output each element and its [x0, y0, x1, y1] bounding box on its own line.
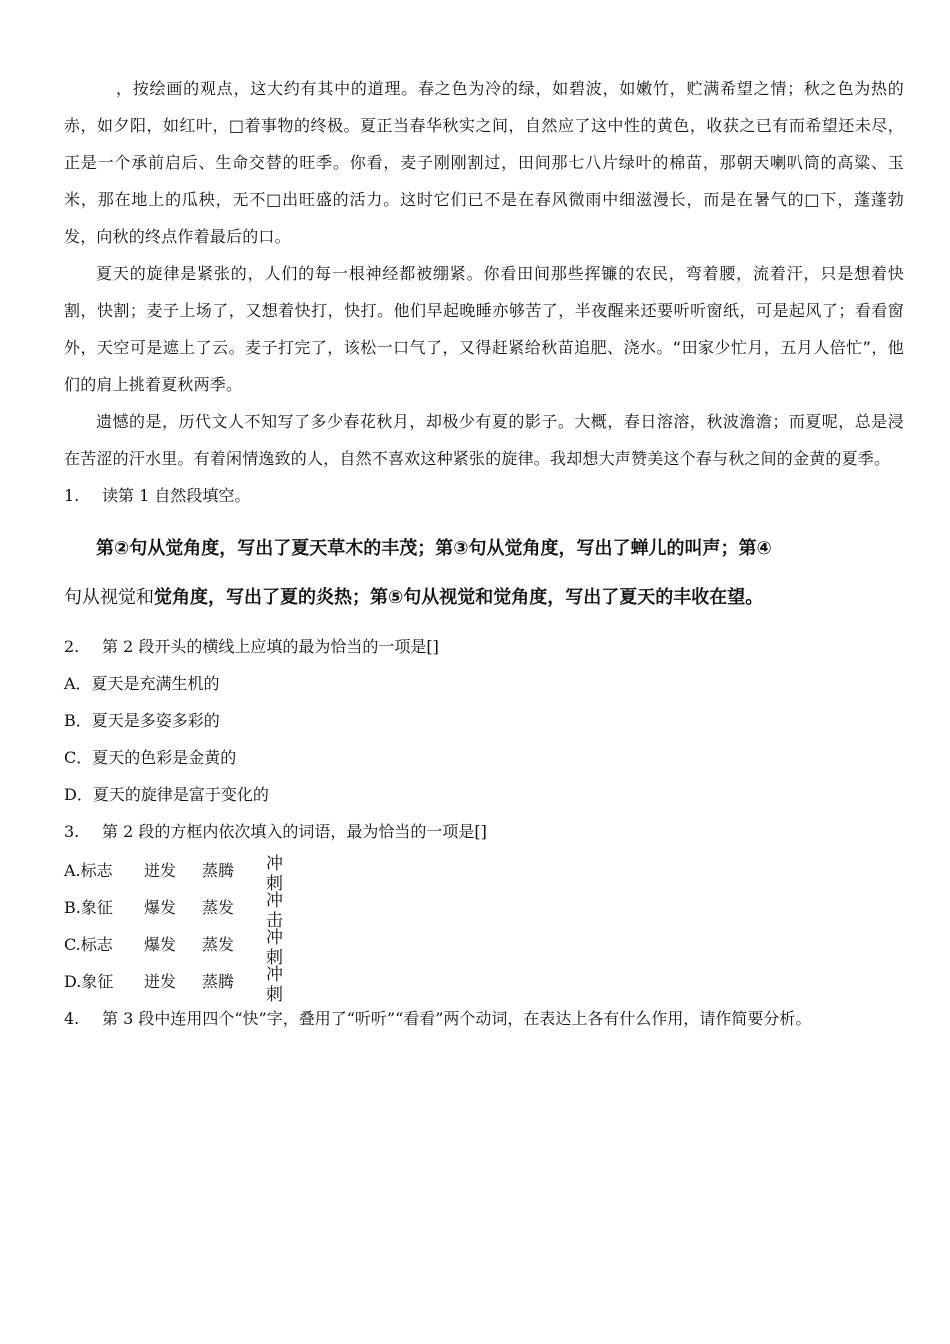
choice-word-3: 蒸腾 [202, 972, 235, 991]
question-3-text: 第 2 段的方框内依次填入的词语，最为恰当的一项是[] [102, 822, 487, 841]
fill-part-e: 觉角度，写出了夏的炎热；第⑤句从视觉和 [154, 587, 494, 608]
choice-word-2: 爆发 [144, 898, 177, 917]
choice-word-1: B.象征 [64, 898, 113, 917]
choice-word-4: 冲刺 [266, 854, 283, 891]
question-2-option-a: A．夏天是充满生机的 [64, 674, 220, 693]
question-1-fill-text [64, 524, 784, 622]
fill-part-b: 觉角度，写出了夏天草木的丰茂；第③句从 [165, 538, 505, 559]
choice-word-4: 冲刺 [266, 965, 283, 1002]
choice-word-4-clipped [266, 854, 286, 891]
choice-word-4: 冲击 [266, 891, 283, 928]
question-3-choice-b [64, 889, 904, 926]
fill-part-a: 第②句从 [96, 538, 166, 559]
question-3-choice-d [64, 963, 904, 1000]
choice-word-1: D.象征 [64, 972, 114, 991]
question-3 [64, 813, 904, 850]
fill-part-d: 句从视觉和 [64, 587, 154, 608]
choice-word-1: A.标志 [64, 861, 113, 880]
question-2-option-c: C．夏天的色彩是金黄的 [64, 748, 237, 767]
question-3-choices [64, 852, 904, 1000]
choice-word-2: 迸发 [144, 972, 177, 991]
choice-word-4-clipped [266, 891, 286, 928]
choice-word-3: 蒸发 [202, 898, 235, 917]
passage-paragraph-1: ，按绘画的观点，这大约有其中的道理。春之色为冷的绿，如碧波，如嫩竹，贮满希望之情；秋之色为热的赤，如夕阳，如红叶，□着事物的终极。夏正当春华秋实之间，自然应了这中性的黄色，收获之已有而希望还未尽，正是一个承前启后、生命交替的旺季。你看，麦子刚刚割过，田间那七八片绿叶的棉苗，那朝天喇叭筒的高粱、玉米，那在地上的瓜秧，无不□出旺盛的活力。这时它们已不是在春风微雨中细滋漫长，而是在暑气的□下，蓬蓬勃发，向秋的终点作着最后的口。 [64, 79, 904, 246]
question-1-text: 读第 1 自然段填空。 [102, 486, 251, 505]
question-3-number: 3. [64, 822, 80, 841]
question-2-text: 第 2 段开头的横线上应填的最为恰当的一项是[] [102, 637, 439, 656]
question-2-number: 2. [64, 637, 80, 656]
passage-paragraph-3: 遗憾的是，历代文人不知写了多少春花秋月，却极少有夏的影子。大概，春日溶溶，秋波澹澹；而夏呢，总是浸在苦涩的汗水里。有着闲情逸致的人，自然不喜欢这种紧张的旋律。我却想大声赞美这个春与秋之间的金黄的夏季。 [64, 412, 904, 468]
document-page [64, 70, 904, 1037]
question-4-number: 4. [64, 1009, 80, 1028]
passage-paragraph-2: 夏天的旋律是紧张的，人们的每一根神经都被绷紧。你看田间那些挥镰的农民，弯着腰，流着汗，只是想着快割，快割；麦子上场了，又想着快打，快打。他们早起晚睡亦够苦了，半夜醒来还要听听窗纸，可是起风了；看看窗外，天空可是遮上了云。麦子打完了，该松一口气了，又得赶紧给秋苗追肥、浇水。“田家少忙月，五月人倍忙”，他们的肩上挑着夏秋两季。 [64, 264, 904, 394]
question-3-choice-a [64, 852, 904, 889]
choice-word-2: 爆发 [144, 935, 177, 954]
choice-word-3: 蒸腾 [202, 861, 235, 880]
choice-word-1: C.标志 [64, 935, 113, 954]
question-2-option-b: B．夏天是多姿多彩的 [64, 711, 220, 730]
question-1 [64, 477, 904, 514]
choice-word-3: 蒸发 [202, 935, 235, 954]
question-4 [64, 1000, 904, 1037]
question-1-number: 1. [64, 486, 80, 505]
choice-word-2: 迸发 [144, 861, 177, 880]
choice-word-4-clipped [266, 928, 286, 965]
question-4-text: 第 3 段中连用四个“快”字，叠用了“听听”“看看”两个动词，在表达上各有什么作用，请作简要分析。 [102, 1009, 812, 1028]
choice-word-4: 冲刺 [266, 928, 283, 965]
fill-part-f: 觉角度，写出了夏天的丰收在望。 [493, 587, 764, 608]
question-2-option-d: D．夏天的旋律是富于变化的 [64, 785, 269, 804]
question-3-choice-c [64, 926, 904, 963]
choice-word-4-clipped [266, 965, 286, 1002]
fill-part-c: 觉角度，写出了蝉儿的叫声；第④ [504, 538, 772, 559]
question-2 [64, 628, 904, 665]
